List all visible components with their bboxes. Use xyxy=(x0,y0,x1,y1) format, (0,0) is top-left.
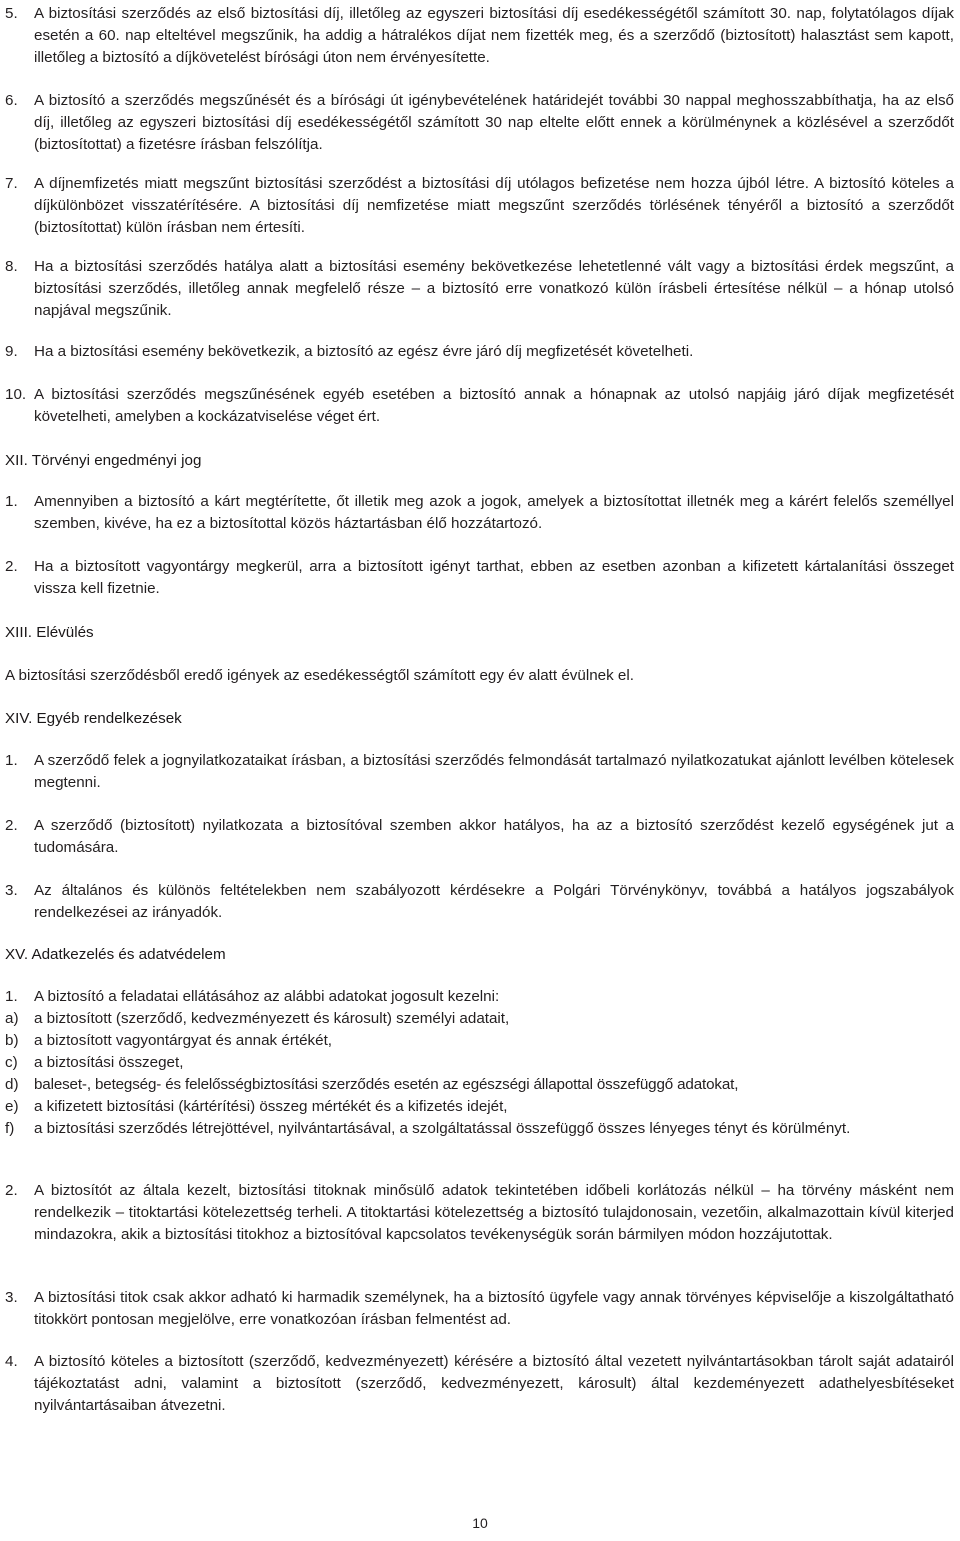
section-heading: XIV. Egyéb rendelkezések xyxy=(5,710,182,727)
item-number: 3. xyxy=(5,882,18,899)
section-12-heading xyxy=(5,450,954,472)
section-13-text xyxy=(5,665,954,687)
clause-8 xyxy=(5,256,954,322)
sub-item-e xyxy=(5,1096,954,1118)
section-15-item-1 xyxy=(5,986,954,1140)
clause-text: Ha a biztosítási szerződés hatálya alatt a biztosítási esemény bekövetkezése lehetetlenné vált vagy a biztosítási érdek megszűnt, a biztosítási szerződés, illetőleg annak megfelelő része – a biztosító erre vonatkozó külön írásbeli értesítése nélkül – a hónap utolsó napjával megszűnik. xyxy=(34,258,954,319)
clause-5 xyxy=(5,3,954,69)
section-14-item-2 xyxy=(5,815,954,859)
clause-6 xyxy=(5,90,954,156)
clause-text: A díjnemfizetés miatt megszűnt biztosítási szerződést a biztosítási díj utólagos befizetése nem hozza újból létre. A biztosító köteles a díjkülönbözet visszatérítésére. A biztosítási díj nemfizetése miatt megszűnt szerződés törlésének tényéről a biztosító a szerződőt (biztosítottat) külön írásban nem értesíti. xyxy=(34,175,954,236)
item-text: A biztosítási titok csak akkor adható ki harmadik személynek, ha a biztosító ügyfele vagy annak törvényes képviselője a kiszolgáltatható titokkört pontosan megjelölve, erre vonatkozóan írásban felmentést ad. xyxy=(34,1289,954,1328)
sub-item-text: baleset-, betegség- és felelősségbiztosítási szerződés esetén az egészségi állapottal összefüggő adatokat, xyxy=(34,1076,739,1093)
sub-item-text: a kifizetett biztosítási (kártérítési) összeg mértékét és a kifizetés idejét, xyxy=(34,1098,508,1115)
item-text: Ha a biztosított vagyontárgy megkerül, arra a biztosított igényt tarthat, ebben az esetben azonban a kifizetett kártalanítási összeget vissza kell fizetnie. xyxy=(34,558,954,597)
sub-item-letter: c) xyxy=(5,1054,18,1071)
item-text: A biztosítót az általa kezelt, biztosítási titoknak minősülő adatok tekintetében időbeli korlátozás nélkül – ha törvény másként nem rendelkezik – titoktartási kötelezettség terheli. A titoktartási kötelezettség a biztosító tulajdonosain, vezetőin, alkalmazottain kívül kiterjed mindazokra, akik a biztosítási titokhoz a biztosítóval kapcsolatos tevékenységük során bármilyen módon hozzájutottak. xyxy=(34,1182,954,1243)
item-number: 1. xyxy=(5,752,18,769)
item-number: 1. xyxy=(5,493,18,510)
clause-9 xyxy=(5,341,954,363)
sub-item-letter: f) xyxy=(5,1120,15,1137)
sub-item-letter: e) xyxy=(5,1098,19,1115)
item-text: A szerződő felek a jognyilatkozataikat írásban, a biztosítási szerződés felmondását tartalmazó nyilatkozatukat ajánlott levélben kötelesek megtenni. xyxy=(34,752,954,791)
clause-text: A biztosító a szerződés megszűnését és a bírósági út igénybevételének határidejét további 30 nappal meghosszabbíthatja, ha az első díj, illetőleg az egyszeri biztosítási díj esedékességétől számított 30 nap eltelte előtt ennek a körülménynek a közlésével a szerződőt (biztosítottat) a fizetésre írásban felszólítja. xyxy=(34,92,954,153)
clause-text: Ha a biztosítási esemény bekövetkezik, a biztosító az egész évre járó díj megfizetését követelheti. xyxy=(34,343,694,360)
item-number: 2. xyxy=(5,558,18,575)
sub-item-text: a biztosított vagyontárgyat és annak értékét, xyxy=(34,1032,333,1049)
clause-number: 8. xyxy=(5,258,18,275)
clause-number: 10. xyxy=(5,386,27,403)
sub-item-b xyxy=(5,1030,954,1052)
page-number: 10 xyxy=(472,1515,488,1531)
section-14-item-3 xyxy=(5,880,954,924)
item-text: Amennyiben a biztosító a kárt megtérítette, őt illetik meg azok a jogok, amelyek a biztosítottat illetnék meg a kárért felelős személlyel szemben, kivéve, ha ez a biztosítottal közös háztartásban élő hozzátartozó. xyxy=(34,493,954,532)
item-number: 2. xyxy=(5,1182,18,1199)
sub-item-letter: b) xyxy=(5,1032,19,1049)
sub-item-a xyxy=(5,1008,954,1030)
clause-text: A biztosítási szerződés az első biztosítási díj, illetőleg az egyszeri biztosítási díj esedékességétől számított 30. nap, folytatólagos díjak esetén a 60. nap elteltével megszűnik, ha addig a hátralékos díjat nem fizették meg, és a szerződő (biztosított) halasztást sem kapott, illetőleg a biztosító a díjkövetelést bírósági úton nem érvényesítette. xyxy=(34,5,954,66)
item-number: 4. xyxy=(5,1353,18,1370)
section-heading: XV. Adatkezelés és adatvédelem xyxy=(5,946,226,963)
clause-number: 5. xyxy=(5,5,18,22)
sub-item-text: a biztosított (szerződő, kedvezményezett és károsult) személyi adatait, xyxy=(34,1010,510,1027)
section-heading: XIII. Elévülés xyxy=(5,624,94,641)
item-text: A biztosító a feladatai ellátásához az alábbi adatokat jogosult kezelni: xyxy=(34,988,500,1005)
sub-item-d xyxy=(5,1074,954,1096)
sub-item-text: a biztosítási szerződés létrejöttével, nyilvántartásával, a szolgáltatással összefüggő összes lényeges tényt és körülményt. xyxy=(34,1120,851,1137)
sub-item-letter: a) xyxy=(5,1010,19,1027)
item-text: A szerződő (biztosított) nyilatkozata a biztosítóval szemben akkor hatályos, ha az a biztosító szerződést kezelő egységének jut a tudomására. xyxy=(34,817,954,856)
clause-number: 7. xyxy=(5,175,18,192)
item-text: Az általános és különös feltételekben nem szabályozott kérdésekre a Polgári Törvénykönyv, továbbá a hatályos jogszabályok rendelkezései az irányadók. xyxy=(34,882,954,921)
clause-number: 6. xyxy=(5,92,18,109)
section-14-heading xyxy=(5,708,954,730)
item-text: A biztosító köteles a biztosított (szerződő, kedvezményezett) kérésére a biztosító által vezetett nyilvántartásokban tárolt saját adatairól tájékoztatást adni, valamint a biztosított (szerződő, kedvezményezett, károsult) által kezdeményezett adathelyesbítéseket nyilvántartásaiban átvezetni. xyxy=(34,1353,954,1414)
item-number: 3. xyxy=(5,1289,18,1306)
section-15-heading xyxy=(5,944,954,966)
paragraph: A biztosítási szerződésből eredő igények az esedékességtől számított egy év alatt évülnek el. xyxy=(5,667,634,684)
section-15-item-4 xyxy=(5,1351,954,1417)
clause-number: 9. xyxy=(5,343,18,360)
sub-item-c xyxy=(5,1052,954,1074)
sub-item-letter: d) xyxy=(5,1076,19,1093)
clause-7 xyxy=(5,173,954,239)
clause-10 xyxy=(5,384,954,428)
section-14-item-1 xyxy=(5,750,954,794)
section-heading: XII. Törvényi engedményi jog xyxy=(5,452,202,469)
section-12-item-2 xyxy=(5,556,954,600)
item-number: 1. xyxy=(5,988,18,1005)
section-12-item-1 xyxy=(5,491,954,535)
item-number: 2. xyxy=(5,817,18,834)
section-15-item-2 xyxy=(5,1180,954,1246)
section-13-heading xyxy=(5,622,954,644)
clause-text: A biztosítási szerződés megszűnésének egyéb esetében a biztosító annak a hónapnak az utolsó napjáig járó díjak megfizetését követelheti, amelyben a kockázatviselése véget ért. xyxy=(34,386,954,425)
sub-item-text: a biztosítási összeget, xyxy=(34,1054,184,1071)
sub-item-f xyxy=(5,1118,954,1140)
section-15-item-3 xyxy=(5,1287,954,1331)
